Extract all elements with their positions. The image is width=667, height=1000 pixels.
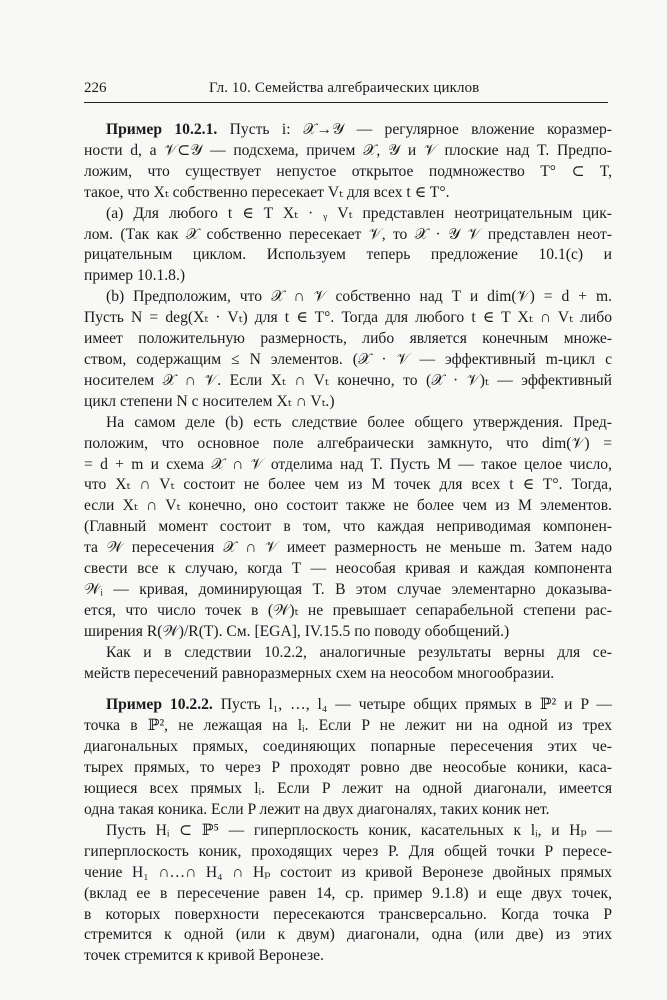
text-line [84, 884, 612, 905]
text-line [84, 245, 612, 266]
text-line [84, 308, 612, 329]
line-text: (Главный момент состоит в том, что каждая неприводимая компонен- [84, 518, 612, 536]
line-text: 𝒲ᵢ — кривая, доминирующая T. В этом случае элементарно доказыва- [84, 580, 612, 598]
paragraph-gap [84, 684, 612, 695]
line-text: Пусть Hᵢ ⊂ ℙ⁵ — гиперплоскость коник, касательных к lᵢ, и Hₚ — [106, 821, 612, 839]
line-text: что Xₜ ∩ Vₜ состоит не более чем из M точек для всех t ∈ T°. Тогда, [84, 476, 612, 494]
line-text: лом. (Так как 𝒳 собственно пересекает 𝒱, то 𝒳 · 𝒴 𝒱 представлен неот- [84, 225, 612, 243]
line-text: ется, что число точек в (𝒲)ₜ не превышает сепарабельной степени рас- [84, 601, 612, 619]
line-text: стремится к одной (или к двум) диагонали, одна (или две) из этих [84, 926, 612, 944]
line-text: диагональных прямых, соединяющих попарные пересечения этих че- [84, 738, 612, 756]
line-text: точка в ℙ², не лежащая на lᵢ. Если P не лежит ни на одной из трех [84, 717, 612, 735]
line-text: такое, что Xₜ собственно пересекает Vₜ для всех t ∈ T°. [84, 183, 450, 201]
running-title: Гл. 10. Семейства алгебраических циклов [209, 80, 480, 96]
paragraph [84, 204, 612, 288]
line-text: (вклад ее в пересечение равен 14, ср. пример 9.1.8) и еще двух точек, [84, 884, 612, 902]
text-line [84, 737, 612, 758]
text-line [84, 664, 612, 685]
text-line [84, 643, 612, 664]
text-line [84, 622, 612, 643]
text-line [84, 601, 612, 622]
line-text: в которых поверхности пересекаются трансверсально. Когда точка P [84, 905, 612, 923]
paragraph [84, 413, 612, 643]
text-line [84, 120, 612, 141]
line-text: пример 10.1.8.) [84, 267, 186, 285]
text-line [84, 204, 612, 225]
text-line [84, 455, 612, 476]
line-text: имеет положительную размерность, либо является конечным множе- [84, 330, 612, 348]
text-line [84, 925, 612, 946]
text-line [84, 162, 612, 183]
line-text: (a) Для любого t ∈ T Xₜ · ᵧ Vₜ представлен неотрицательным цик- [106, 204, 612, 222]
text-line [84, 695, 612, 716]
paragraph [84, 821, 612, 967]
line-text: чение H₁ ∩…∩ H₄ ∩ Hₚ состоит из кривой Веронезе двойных прямых [84, 863, 612, 881]
line-text: Пусть N = deg(Xₜ · Vₜ) для t ∈ T°. Тогда для любого t ∈ T Xₜ ∩ Vₜ либо [84, 309, 612, 327]
paragraph [84, 287, 612, 412]
line-text: свести все к случаю, когда T — неособая кривая и каждая компонента [84, 560, 612, 578]
line-text: Пусть l₁, …, l₄ — четыре общих прямых в ℙ² и P — [212, 696, 612, 714]
line-text: = d + m и схема 𝒳 ∩ 𝒱 отделима над T. Пусть M — такое целое число, [84, 455, 612, 473]
text-line [84, 800, 612, 821]
text-line [84, 779, 612, 800]
line-text: цикл степени N с носителем Xₜ ∩ Vₜ.) [84, 392, 335, 410]
text-line [84, 758, 612, 779]
line-text: тырех прямых, то через P проходят ровно две неособые коники, каса- [84, 759, 612, 777]
line-text: если Xₜ ∩ Vₜ конечно, оно состоит также не более чем из M элементов. [84, 497, 612, 515]
line-text: ющиеся всех прямых lᵢ. Если P лежит на одной диагонали, имеется [84, 780, 612, 798]
text-line [84, 496, 612, 517]
text-line [84, 413, 612, 434]
line-text: ширения R(𝒲)/R(T). См. [EGA], IV.15.5 по поводу обобщений.) [84, 622, 510, 640]
page-number: 226 [84, 80, 107, 96]
text-line [84, 517, 612, 538]
text-line [84, 266, 612, 287]
line-text: (b) Предположим, что 𝒳 ∩ 𝒱 собственно над T и dim(𝒱) = d + m. [106, 288, 612, 306]
text-line [84, 946, 612, 967]
text-line [84, 716, 612, 737]
line-text: ством, содержащим ≤ N элементов. (𝒳 · 𝒱 — эффективный m-цикл с [84, 350, 612, 368]
paragraph [84, 643, 612, 685]
example-heading: Пример 10.2.1. [106, 121, 218, 138]
text-line [84, 475, 612, 496]
text-line [84, 821, 612, 842]
text-line [84, 905, 612, 926]
line-text: носителем 𝒳 ∩ 𝒱. Если Xₜ ∩ Vₜ конечно, то (𝒳 · 𝒱)ₜ — эффективный [84, 371, 612, 389]
example-heading: Пример 10.2.2. [106, 696, 213, 714]
text-line [84, 559, 612, 580]
page-body [84, 120, 612, 967]
paragraph [84, 695, 612, 820]
line-text: одна такая коника. Если P лежит на двух диагоналях, таких коник нет. [84, 801, 550, 818]
line-text: гиперплоскость коник, проходящих через P. Для общей точки P пересе- [84, 842, 612, 860]
text-line [84, 183, 612, 204]
text-line [84, 371, 612, 392]
text-line [84, 141, 612, 162]
line-text: рицательным циклом. Используем теперь предложение 10.1(c) и [84, 246, 612, 264]
text-line [84, 842, 612, 863]
line-text: ности d, а 𝒱⊂𝒴 — подсхема, причем 𝒳, 𝒴 и 𝒱 плоские над T. Предпо- [84, 141, 612, 159]
text-line [84, 350, 612, 371]
text-line [84, 392, 612, 413]
line-text: та 𝒲 пересечения 𝒳 ∩ 𝒱 имеет размерность не меньше m. Затем надо [84, 539, 612, 557]
text-line [84, 434, 612, 455]
line-text: мейств пересечений равноразмерных схем на неособом многообразии. [84, 664, 555, 682]
text-line [84, 287, 612, 308]
line-text: ложим, что существует непустое открытое подмножество T° ⊂ T, [84, 162, 612, 180]
line-text: На самом деле (b) есть следствие более общего утверждения. Пред- [106, 413, 612, 431]
line-text: Как и в следствии 10.2.2, аналогичные результаты верны для се- [106, 643, 612, 661]
text-line [84, 863, 612, 884]
text-line [84, 329, 612, 350]
text-line [84, 225, 612, 246]
text-line [84, 538, 612, 559]
line-text: точек стремится к кривой Веронезе. [84, 947, 324, 965]
page-header [84, 80, 608, 103]
paragraph [84, 120, 612, 204]
text-line [84, 580, 612, 601]
line-text: положим, что основное поле алгебраически замкнуто, что dim(𝒱) = [84, 434, 612, 452]
line-text: Пусть i: 𝒳→𝒴 — регулярное вложение коразмер- [217, 121, 612, 138]
